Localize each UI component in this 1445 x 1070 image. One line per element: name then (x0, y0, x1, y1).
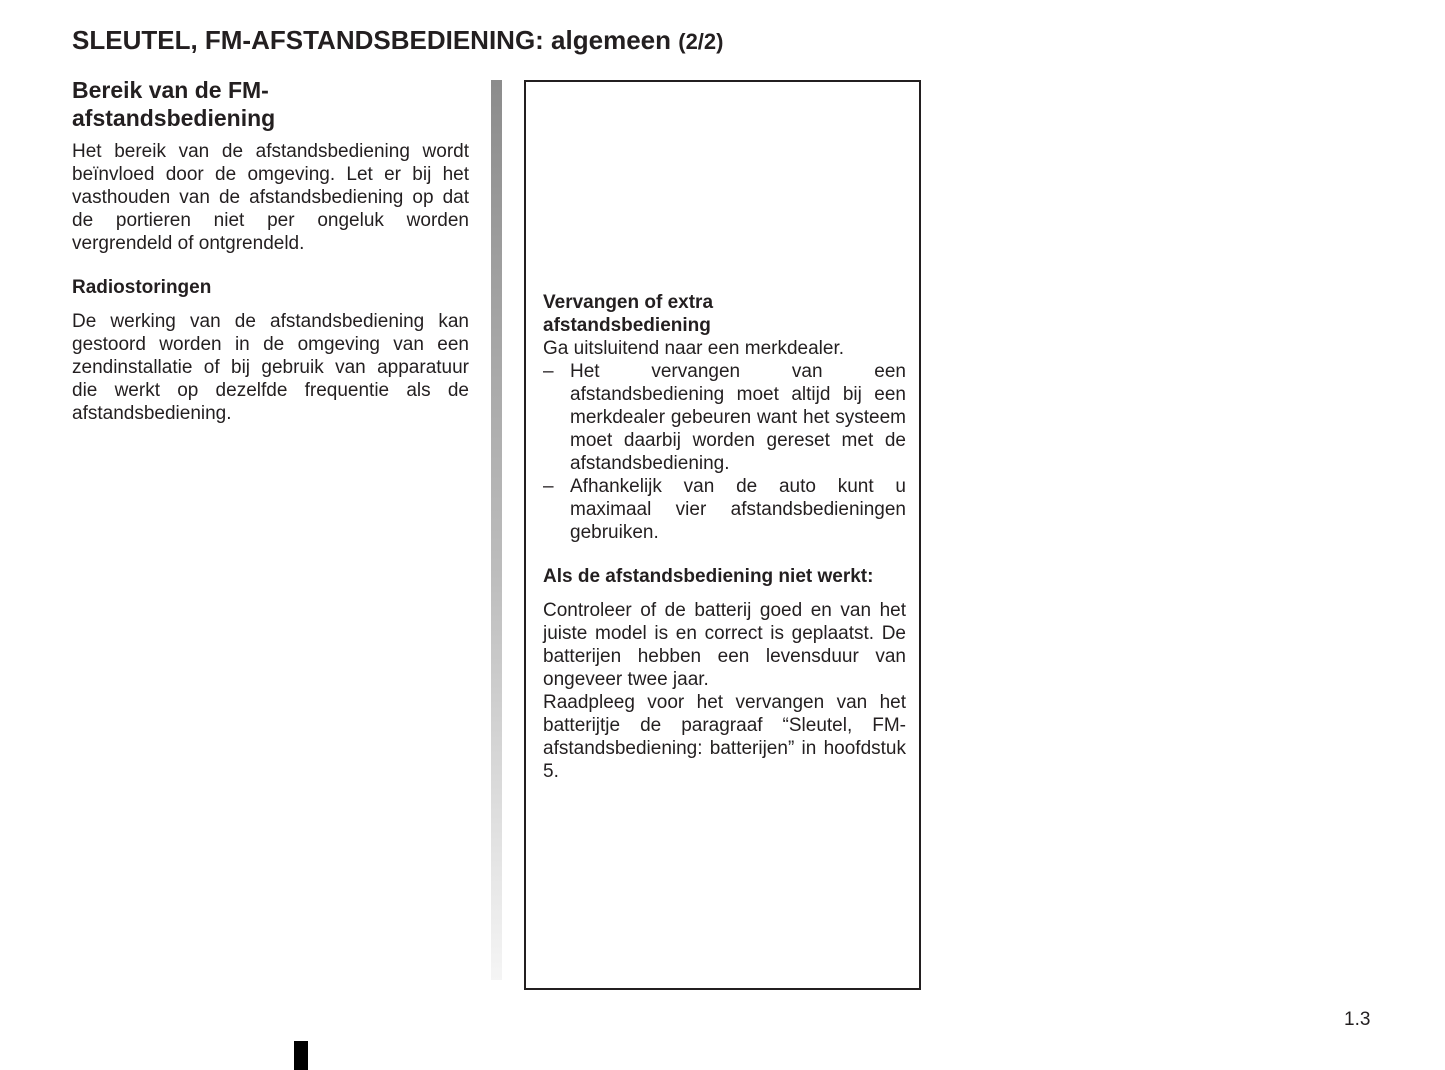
page-number: 1.3 (1344, 1009, 1371, 1030)
box-heading-line-1: Vervangen of extra (543, 292, 714, 313)
list-item-text: Afhankelijk van de auto kunt u maximaal vier afstandsbedieningen gebruiken. (570, 476, 906, 543)
page-title-text: SLEUTEL, FM-AFSTANDSBEDIENING: algemeen (72, 25, 672, 55)
section-heading-range (72, 76, 469, 132)
list-item (543, 360, 906, 475)
section-heading-line-1: Bereik van de FM- (72, 77, 269, 103)
info-box (524, 80, 921, 990)
list-item (543, 475, 906, 544)
box-heading-replacement (543, 291, 906, 337)
page-counter: (2/2) (678, 29, 724, 54)
battery-check-paragraph: Controleer of de batterij goed en van het juiste model is en correct is geplaatst. De batterijen hebben een levensduur van ongeveer twee jaar. (543, 600, 906, 690)
dash-marker: – (543, 361, 554, 382)
page-title (72, 24, 724, 58)
subheading-radio-interference: Radiostoringen (72, 277, 212, 298)
left-column (72, 76, 469, 425)
list-item-text: Het vervangen van een afstandsbediening moet altijd bij een merkdealer gebeuren want het systeem moet daarbij worden gereset met de afstandsbediening. (570, 361, 906, 474)
side-gradient-bar (491, 80, 502, 980)
section-heading-line-2: afstandsbediening (72, 105, 276, 131)
dash-marker: – (543, 476, 554, 497)
range-paragraph: Het bereik van de afstandsbediening wordt beïnvloed door de omgeving. Let er bij het vasthouden van de afstandsbediening op dat de portieren niet per ongeluk worden vergrendeld of ontgrendeld. (72, 141, 469, 254)
battery-reference-paragraph: Raadpleeg voor het vervangen van het batterijtje de paragraaf “Sleutel, FM-afstandsbediening: batterijen” in hoofdstuk 5. (543, 692, 906, 782)
info-box-content (543, 291, 906, 783)
box-intro: Ga uitsluitend naar een merkdealer. (543, 338, 845, 359)
replacement-list (543, 360, 906, 544)
radio-interference-paragraph: De werking van de afstandsbediening kan gestoord worden in de omgeving van een zendinstallatie of bij gebruik van apparatuur die werkt op dezelfde frequentie als de afstandsbediening. (72, 311, 469, 424)
box-heading-line-2: afstandsbediening (543, 315, 711, 336)
crop-mark (294, 1041, 308, 1070)
box-subheading-not-working: Als de afstandsbediening niet werkt: (543, 566, 874, 587)
